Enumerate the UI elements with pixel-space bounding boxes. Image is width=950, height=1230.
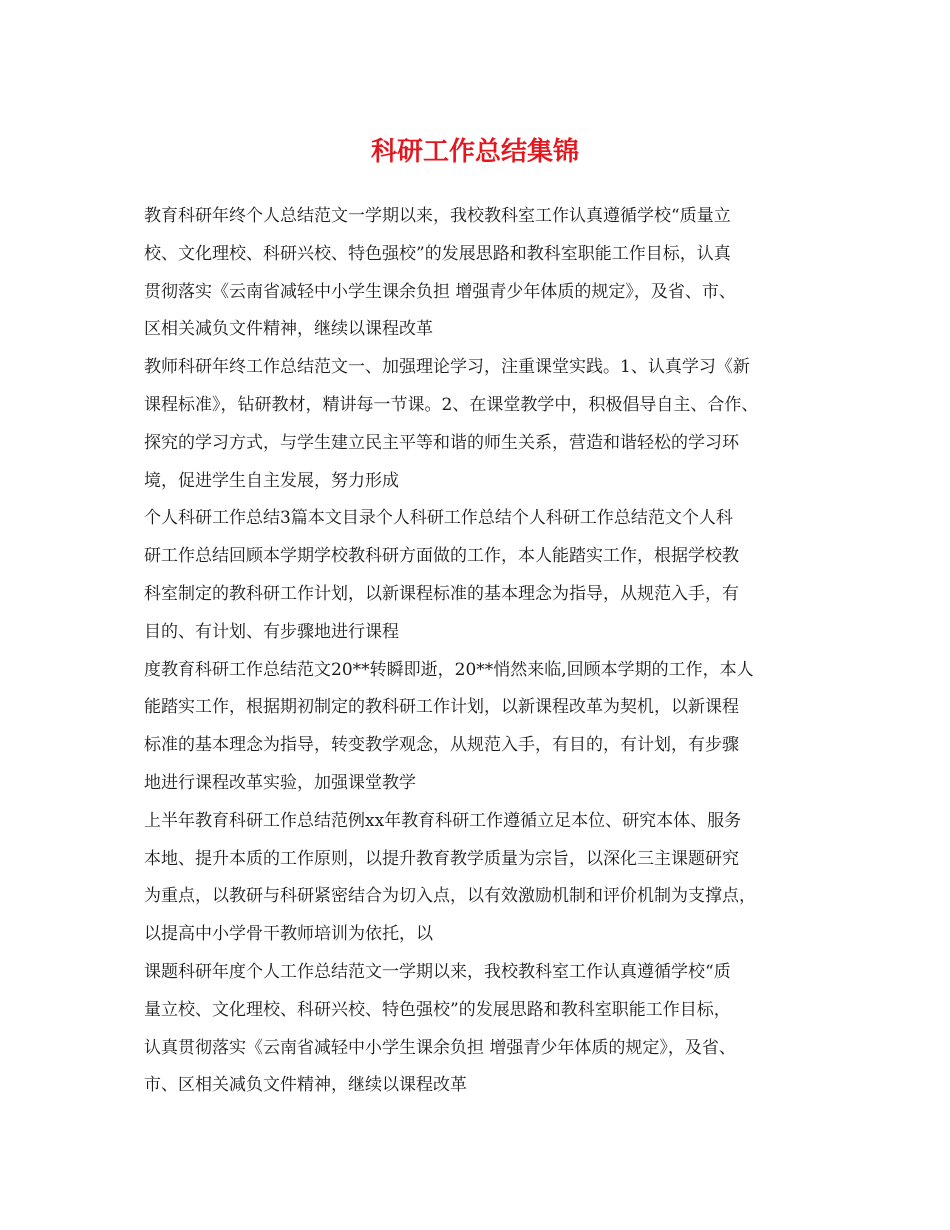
paragraph-line: 标准的基本理念为指导，转变教学观念，从规范入手，有目的，有计划，有步骤 bbox=[144, 735, 739, 756]
paragraph-line: 教育科研年终个人总结范文一学期以来，我校教科室工作认真遵循学校“质量立 bbox=[144, 206, 731, 226]
paragraph-line: 上半年教育科研工作总结范例xx年教育科研工作遵循立足本位、研究本体、服务 bbox=[144, 810, 742, 831]
paragraph bbox=[144, 803, 824, 954]
paragraph-line: 目的、有计划、有步骤地进行课程 bbox=[144, 621, 399, 642]
paragraph-line: 教师科研年终工作总结范文一、加强理论学习，注重课堂实践。1、认真学习《新 bbox=[144, 357, 750, 378]
paragraph-line: 课程标准》，钻研教材，精讲每一节课。2、在课堂教学中，积极倡导自主、合作、 bbox=[144, 394, 759, 415]
paragraph-line: 市、区相关减负文件精神，继续以课程改革 bbox=[144, 1075, 467, 1096]
paragraph bbox=[144, 349, 824, 500]
paragraph-line: 探究的学习方式，与学生建立民主平等和谐的师生关系，营造和谐轻松的学习环 bbox=[144, 432, 739, 453]
paragraph-line: 课题科研年度个人工作总结范文一学期以来，我校教科室工作认真遵循学校“质 bbox=[144, 961, 731, 982]
paragraph-line: 境，促进学生自主发展，努力形成 bbox=[144, 470, 399, 491]
paragraph-line: 认真贯彻落实《云南省减轻中小学生课余负担 增强青少年体质的规定》，及省、 bbox=[144, 1037, 736, 1058]
paragraph-line: 区相关减负文件精神，继续以课程改革 bbox=[144, 319, 433, 340]
paragraph-line: 以提高中小学骨干教师培训为依托，以 bbox=[144, 924, 433, 945]
paragraph bbox=[144, 954, 824, 1105]
paragraph bbox=[144, 652, 824, 803]
document-body bbox=[144, 198, 824, 1105]
page-title: 科研工作总结集锦 bbox=[370, 137, 579, 167]
paragraph-line: 贯彻落实《云南省减轻中小学生课余负担 增强青少年体质的规定》，及省、市、 bbox=[144, 281, 736, 302]
paragraph-line: 能踏实工作，根据期初制定的教科研工作计划，以新课程改革为契机，以新课程 bbox=[144, 697, 739, 718]
paragraph-line: 科室制定的教科研工作计划，以新课程标准的基本理念为指导，从规范入手，有 bbox=[144, 583, 739, 604]
paragraph-line: 度教育科研工作总结范文20**转瞬即逝，20**悄然来临,回顾本学期的工作，本人 bbox=[144, 659, 754, 680]
paragraph-line: 地进行课程改革实验，加强课堂教学 bbox=[144, 772, 416, 793]
paragraph-line: 为重点，以教研与科研紧密结合为切入点，以有效激励机制和评价机制为支撑点， bbox=[144, 886, 756, 907]
paragraph-line: 研工作总结回顾本学期学校教科研方面做的工作，本人能踏实工作，根据学校教 bbox=[144, 546, 739, 567]
paragraph-line: 量立校、文化理校、科研兴校、特色强校”的发展思路和教科室职能工作目标， bbox=[144, 999, 731, 1020]
paragraph bbox=[144, 198, 824, 349]
paragraph-line: 个人科研工作总结3篇本文目录个人科研工作总结个人科研工作总结范文个人科 bbox=[144, 508, 733, 529]
paragraph bbox=[144, 500, 824, 651]
paragraph-line: 本地、提升本质的工作原则，以提升教育教学质量为宗旨，以深化三主课题研究 bbox=[144, 848, 739, 869]
paragraph-line: 校、文化理校、科研兴校、特色强校”的发展思路和教科室职能工作目标，认真 bbox=[144, 243, 731, 264]
